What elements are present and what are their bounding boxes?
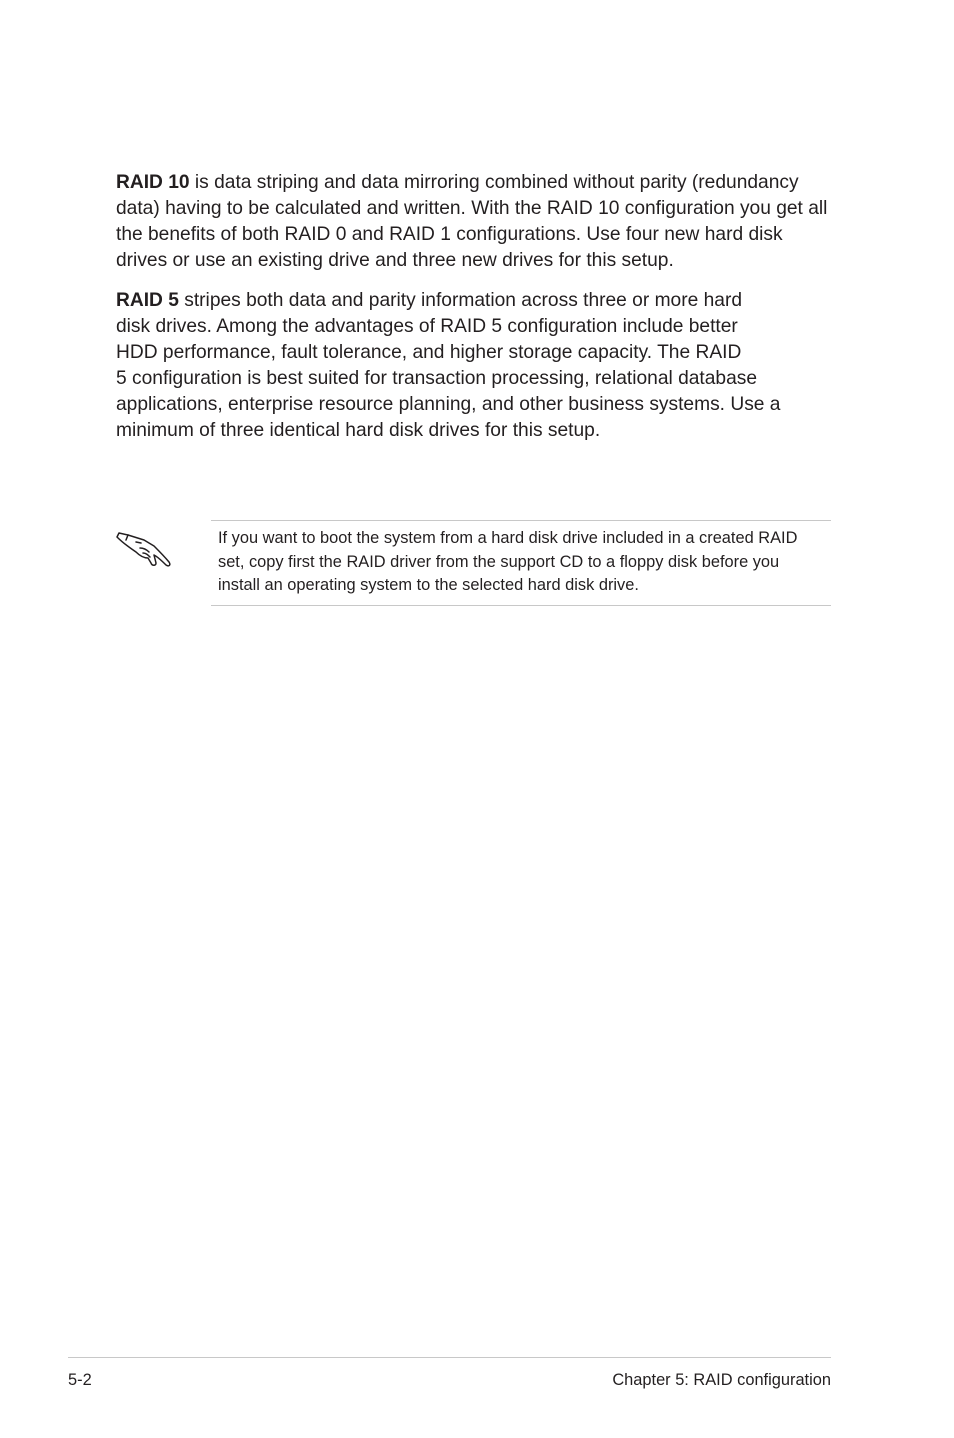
footer-divider [68,1357,831,1358]
page-number: 5-2 [68,1371,92,1389]
raid5-line-1: RAID 5 stripes both data and parity information across three or more hard [116,290,743,311]
raid10-paragraph [116,170,836,274]
raid10-term: RAID 10 [116,172,190,193]
raid5-line-3: HDD performance, fault tolerance, and higher storage capacity. The RAID [116,342,742,363]
raid5-line-4: 5 configuration is best suited for transaction processing, relational database [116,368,758,389]
note-box [211,520,831,606]
note-line-3: install an operating system to the selected hard disk drive. [218,576,639,594]
chapter-title: Chapter 5: RAID configuration [612,1371,831,1389]
raid5-line-5: applications, enterprise resource planning, and other business systems. Use a [116,394,781,415]
note-hand-icon [114,524,174,570]
note-line-2: set, copy first the RAID driver from the support CD to a floppy disk before you [218,552,780,571]
raid5-line-6: minimum of three identical hard disk drives for this setup. [116,420,601,441]
raid5-term: RAID 5 [116,290,179,311]
note-text [218,527,833,598]
raid5-line-2: disk drives. Among the advantages of RAID 5 configuration include better [116,316,738,337]
raid5-paragraph [116,288,816,444]
raid10-text: is data striping and data mirroring combined without parity (redundancy data) having to be calculated and written. With the RAID 10 configuration you get all the benefits of both RAID 0 and RAID 1 configurations. Use four new hard disk drives or use an existing drive and three new drives for this setup. [116,172,828,271]
note-line-1: If you want to boot the system from a hard disk drive included in a created RAID [218,529,798,547]
